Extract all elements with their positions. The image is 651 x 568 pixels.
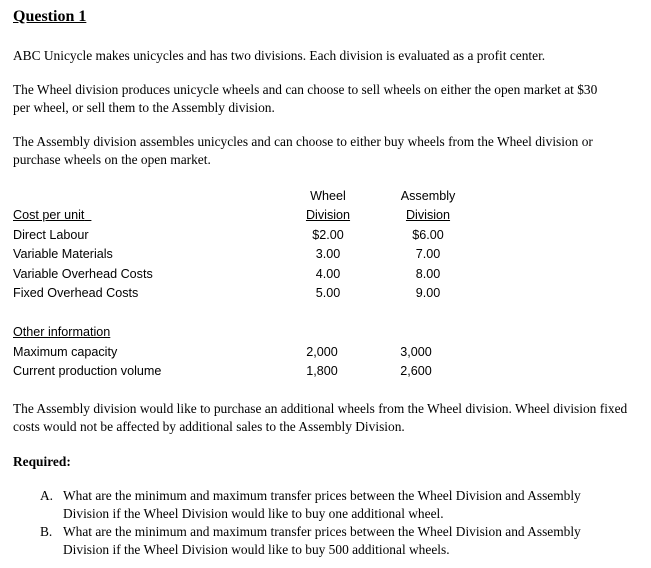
cost-row-assembly-value: 9.00 <box>415 286 441 300</box>
intro-paragraph-2: The Wheel division produces unicycle wheels and can choose to sell wheels on either the open market at $30 per wheel, or sell them to the Assembly division. <box>13 82 598 115</box>
other-row-label: Maximum capacity <box>13 345 118 359</box>
required-item-b <box>40 523 630 559</box>
intro-paragraph-1: ABC Unicycle makes unicycles and has two divisions. Each division is evaluated as a profit center. <box>13 48 546 63</box>
cost-row-wheel-value: $2.00 <box>312 228 344 242</box>
other-row-assembly-value: 3,000 <box>400 345 432 359</box>
other-row-wheel-value: 2,000 <box>306 345 338 359</box>
header-wheel-line1: Wheel <box>310 189 346 203</box>
other-row-wheel-value: 1,800 <box>306 364 338 378</box>
cost-row-label: Fixed Overhead Costs <box>13 286 139 300</box>
cost-row-assembly-value: $6.00 <box>412 228 444 242</box>
cost-section-label: Cost per unit <box>13 208 85 222</box>
other-row-label: Current production volume <box>13 364 162 378</box>
cost-row-label: Variable Materials <box>13 247 113 261</box>
intro-paragraph-3: The Assembly division assembles unicycles and can choose to either buy wheels from the Wheel division or purchase wheels on the open market. <box>13 134 593 167</box>
header-assembly-line2: Division <box>405 208 451 222</box>
other-row-assembly-value: 2,600 <box>400 364 432 378</box>
cost-row-wheel-value: 4.00 <box>315 267 341 281</box>
question-title: Question 1 <box>13 8 87 25</box>
required-item-letter: B. <box>40 524 53 539</box>
cost-row-assembly-value: 8.00 <box>415 267 441 281</box>
header-wheel-line2: Division <box>305 208 351 222</box>
required-label: Required: <box>13 454 71 469</box>
required-item-letter: A. <box>40 488 54 503</box>
cost-row-assembly-value: 7.00 <box>415 247 441 261</box>
required-item-a <box>40 487 630 523</box>
closing-paragraph: The Assembly division would like to purchase an additional wheels from the Wheel division. Wheel division fixed costs would not be affected by additional sales to the Assembly Division. <box>13 401 628 434</box>
cost-row-wheel-value: 5.00 <box>315 286 341 300</box>
cost-row-label: Variable Overhead Costs <box>13 267 153 281</box>
required-item-text: What are the minimum and maximum transfer prices between the Wheel Division and Assembly Division if the Wheel Division would like to buy 500 additional wheels. <box>63 524 581 557</box>
other-section-label: Other information <box>13 325 111 339</box>
header-assembly-line1: Assembly <box>400 189 456 203</box>
required-item-text: What are the minimum and maximum transfer prices between the Wheel Division and Assembly Division if the Wheel Division would like to buy one additional wheel. <box>63 488 581 521</box>
cost-row-label: Direct Labour <box>13 228 89 242</box>
cost-row-wheel-value: 3.00 <box>315 247 341 261</box>
